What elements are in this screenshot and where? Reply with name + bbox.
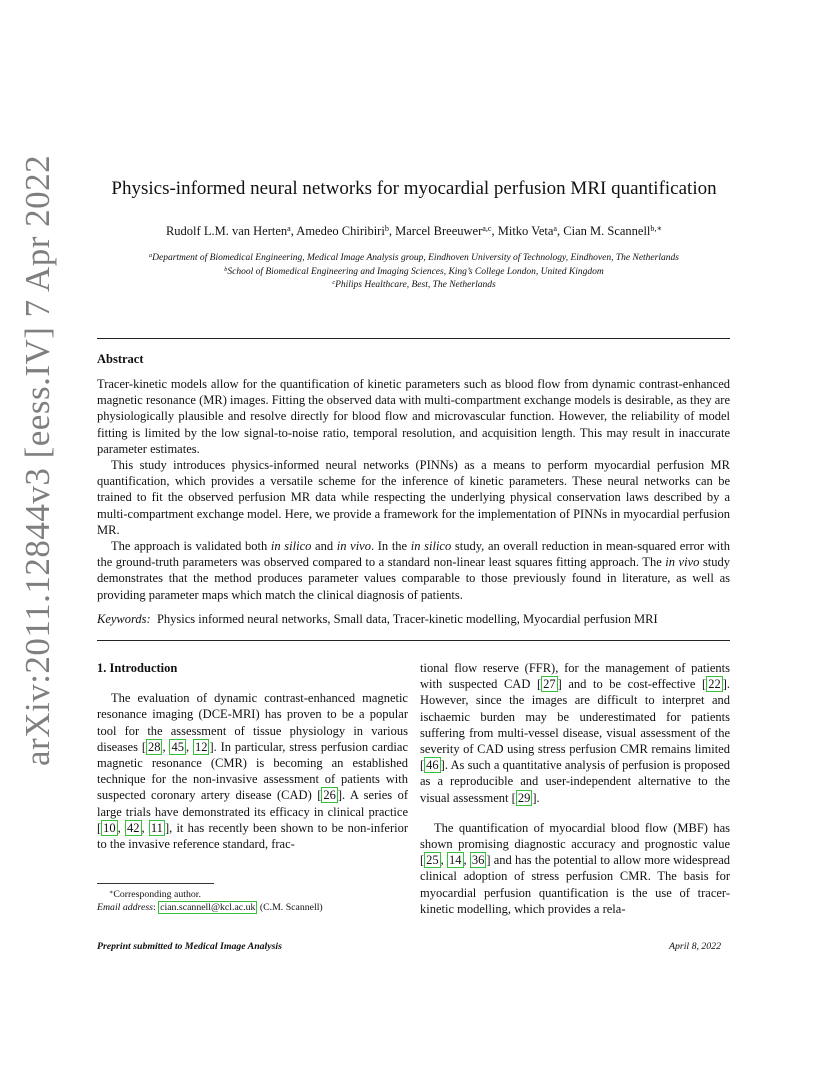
citation-link[interactable]: 26: [323, 788, 336, 803]
section-heading: 1. Introduction: [97, 661, 178, 675]
citation-link[interactable]: 36: [471, 853, 485, 868]
citation-link[interactable]: 27: [543, 677, 556, 692]
abstract-body: [97, 376, 730, 603]
preprint-note: Preprint submitted to Medical Image Analysis: [97, 941, 282, 952]
intro-paragraph: tional flow reserve (FFR), for the management of patients with suspected CAD [ 27 ] and to be cost-effective [ 22 ]. However, since the images are difficult to interpret and ischaemic burden may be underestimated for patients suffering from multi-vessel disease, visual assessment of the severity of CAD using stress perfusion CMR remains limited [ 46 ]. As such a quantitative analysis of perfusion is proposed as a reproducible and user-independent alternative to the visual assessment [ 29 ].: [420, 661, 731, 805]
keywords-label: Keywords:: [97, 612, 151, 626]
citation-link[interactable]: 45: [171, 739, 184, 754]
abstract-bottom-rule: [97, 640, 730, 641]
author-name: Amedeo Chiribiri: [296, 224, 385, 238]
email-link[interactable]: cian.scannell@kcl.ac.uk: [160, 902, 256, 913]
citation-link[interactable]: 25: [426, 853, 439, 868]
citation-link[interactable]: 28: [147, 739, 161, 754]
right-column: [420, 660, 730, 917]
citation-link[interactable]: 10: [103, 820, 116, 835]
author-name: Marcel Breeuwer: [395, 224, 483, 238]
abstract-top-rule: [97, 338, 730, 339]
abstract-paragraph: Tracer-kinetic models allow for the quantification of kinetic parameters such as blood flow from dynamic contrast-enhanced magnetic resonance (MR) images. Fitting the observed data with multi-compartment exchange models is desirable, as they are physiologically plausible and resolve directly for blood flow and microvascular function. However, the reliability of model fitting is limited by the low signal-to-noise ratio, temporal resolution, and acquisition length. This may result in inaccurate parameter estimates.: [97, 377, 730, 456]
citation-link[interactable]: 22: [708, 677, 721, 692]
author-list: Rudolf L.M. van Herten$^a$, Amedeo Chiribiri$^b$, Marcel Breeuwer$^{a,c}$, Mitko Veta$^a$, Cian M. Scannell$^{b,∗}$: [165, 223, 663, 238]
citation-link[interactable]: 12: [194, 739, 208, 754]
affiliations: [0, 252, 828, 293]
footnote-rule: [97, 883, 214, 884]
arxiv-identifier-stamp: arXiv:2011.12844v3 [eess.IV] 7 Apr 2022: [18, 154, 57, 766]
keywords: [97, 612, 730, 627]
date: April 8, 2022: [669, 941, 721, 952]
abstract-heading: Abstract: [97, 352, 144, 366]
abstract-paragraph: This study introduces physics-informed neural networks (PINNs) as a means to perform myocardial perfusion MR quantification, which provides a versatile scheme for the inference of kinetic parameters. These neural networks can be trained to fit the observed perfusion MR data while respecting the underlying physical conservation laws described by a multi-compartment exchange model. Here, we provide a framework for the implementation of PINNs in myocardial perfusion MR.: [97, 458, 730, 537]
footnote: ∗Corresponding author. Email address: cian.scannell@kcl.ac.uk (C.M. Scannell): [97, 888, 323, 913]
left-column: [97, 660, 408, 852]
author-name: Cian M. Scannell: [563, 224, 651, 238]
citation-link[interactable]: 11: [150, 820, 163, 835]
affiliation-c: $^c$Philips Healthcare, Best, The Netherlands: [332, 280, 496, 291]
intro-paragraph: The evaluation of dynamic contrast-enhanced magnetic resonance imaging (DCE-MRI) has proven to be a popular tool for the assessment of tissue physiology in various diseases [ 28 , 45 , 12 ]. In particular, stress perfusion cardiac magnetic resonance (CMR) is becoming an established technique for the non-invasive assessment of patients with suspected coronary artery disease (CAD) [ 26 ]. A series of large trials have demonstrated its efficacy in clinical practice [ 10 , 42 , 11 ], it has recently been shown to be non-inferior to the invasive reference standard, frac-: [97, 691, 409, 852]
intro-paragraph: The quantification of myocardial blood flow (MBF) has shown promising diagnostic accuracy and prognostic value [ 25 , 14 , 36 ] and has the potential to allow more widespread clinical adoption of stress perfusion CMR. The basis for myocardial perfusion quantification is the use of tracer-kinetic modelling, which provides a rela-: [420, 820, 731, 916]
citation-link[interactable]: 29: [517, 790, 531, 805]
paper-title: Physics-informed neural networks for myocardial perfusion MRI quantification: [111, 178, 717, 199]
keywords-text: Physics informed neural networks, Small data, Tracer-kinetic modelling, Myocardial perfusion MRI: [156, 612, 658, 626]
affiliation-a: $^a$Department of Biomedical Engineering, Medical Image Analysis group, Eindhoven University of Technology, Eindhoven, The Netherlands: [149, 252, 679, 263]
author-name: Rudolf L.M. van Herten: [165, 224, 288, 238]
author-name: Mitko Veta: [497, 224, 554, 238]
abstract-paragraph: The approach is validated both in silico and in vivo. In the in silico study, an overall reduction in mean-squared error with the ground-truth parameters was observed compared to a standard non-linear least squares fitting approach. The in vivo study demonstrates that the method produces parameter values comparable to those previously found in literature, as well as providing parameter maps which match the clinical diagnosis of patients.: [97, 539, 731, 602]
affiliation-b: $^b$School of Biomedical Engineering and Imaging Sciences, King’s College London, United Kingdom: [224, 266, 604, 277]
citation-link[interactable]: 14: [449, 853, 462, 868]
citation-link[interactable]: 42: [127, 820, 140, 835]
citation-link[interactable]: 46: [426, 758, 439, 773]
